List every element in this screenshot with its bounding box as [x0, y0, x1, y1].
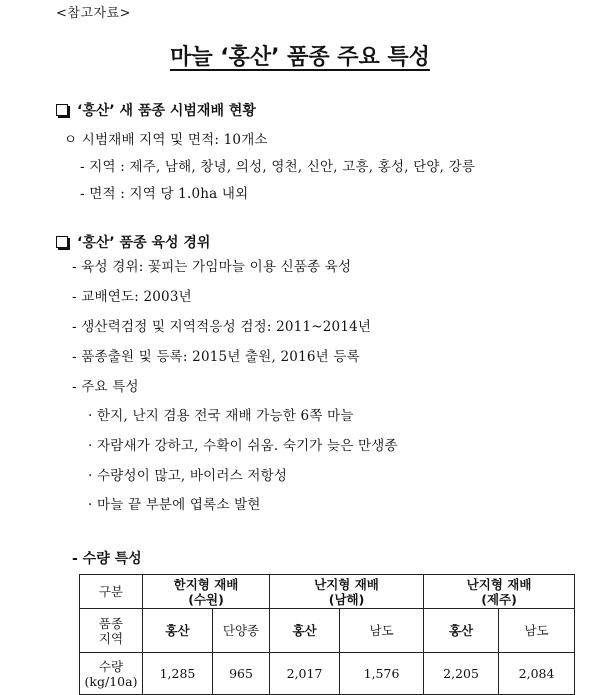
row-label: 품종: [98, 615, 124, 631]
page-title: [0, 40, 600, 71]
row-label: 지역: [98, 630, 124, 646]
section-heading-trial-text: ‘홍산’ 새 품종 시범재배 현황: [77, 103, 256, 119]
table-group-header: [270, 575, 424, 609]
checkbox-bullet-icon: [56, 104, 68, 116]
group-name: 난지형 재배: [466, 576, 532, 592]
breeding-item: - 품종출원 및 등록: 2015년 출원, 2016년 등록: [72, 349, 360, 365]
table-row: [80, 653, 575, 695]
table-cell: [80, 609, 143, 653]
group-name: 한지형 재배: [173, 576, 239, 592]
table-cell: 홍산: [270, 609, 340, 653]
group-name: 난지형 재배: [314, 576, 379, 592]
checkbox-bullet-icon: [56, 236, 68, 248]
table-cell: 남도: [499, 609, 575, 653]
table-cell: 2,084: [499, 653, 575, 695]
trait-item: · 한지, 난지 겸용 전국 재배 가능한 6쪽 마늘: [88, 408, 354, 424]
breeding-item: - 육성 경위: 꽃피는 가임마늘 이용 신품종 육성: [72, 259, 352, 275]
table-group-header: [143, 575, 270, 609]
group-region: (수원): [188, 591, 224, 607]
table-cell: 홍산: [424, 609, 499, 653]
breeding-item: - 생산력검정 및 지역적응성 검정: 2011~2014년: [72, 319, 372, 335]
breeding-item: - 교배연도: 2003년: [72, 289, 192, 305]
table-cell: 2,017: [270, 653, 340, 695]
table-row: [80, 609, 575, 653]
trial-area: - 면적 : 지역 당 1.0ha 내외: [80, 186, 249, 202]
table-cell: 1,576: [340, 653, 424, 695]
table-cell: 1,285: [143, 653, 213, 695]
table-cell: 남도: [340, 609, 424, 653]
section-heading-breeding-text: ‘홍산’ 품종 육성 경위: [77, 235, 211, 251]
trait-item: · 마늘 끝 부분에 엽록소 발현: [88, 497, 261, 513]
row-label: 수량: [98, 658, 124, 674]
page-title-text: 마늘 ‘홍산’ 품종 주요 특성: [170, 45, 430, 70]
table-cell: 구분: [80, 575, 143, 609]
reference-label: <참고자료>: [56, 6, 132, 21]
table-row: [80, 575, 575, 609]
table-cell: 965: [213, 653, 270, 695]
section-heading-trial: [56, 100, 256, 120]
table-cell: [80, 653, 143, 695]
yield-heading: - 수량 특성: [72, 551, 142, 567]
trait-item: · 수량성이 많고, 바이러스 저항성: [88, 468, 288, 484]
row-label: (kg/10a): [84, 673, 138, 689]
yield-table: [79, 574, 575, 695]
table-cell: 2,205: [424, 653, 499, 695]
group-region: (제주): [481, 591, 517, 607]
section-heading-breeding: [56, 232, 210, 252]
table-cell: 홍산: [143, 609, 213, 653]
trial-regions: - 지역 : 제주, 남해, 창녕, 의성, 영천, 신안, 고흥, 홍성, 단양, 강릉: [80, 159, 476, 175]
table-group-header: [424, 575, 575, 609]
group-region: (남해): [328, 591, 365, 607]
table-cell: 단양종: [213, 609, 270, 653]
breeding-item: - 주요 특성: [72, 379, 139, 395]
trial-item: ㅇ 시범재배 지역 및 면적: 10개소: [64, 132, 268, 148]
trait-item: · 자람새가 강하고, 수확이 쉬움. 숙기가 늦은 만생종: [88, 438, 398, 454]
